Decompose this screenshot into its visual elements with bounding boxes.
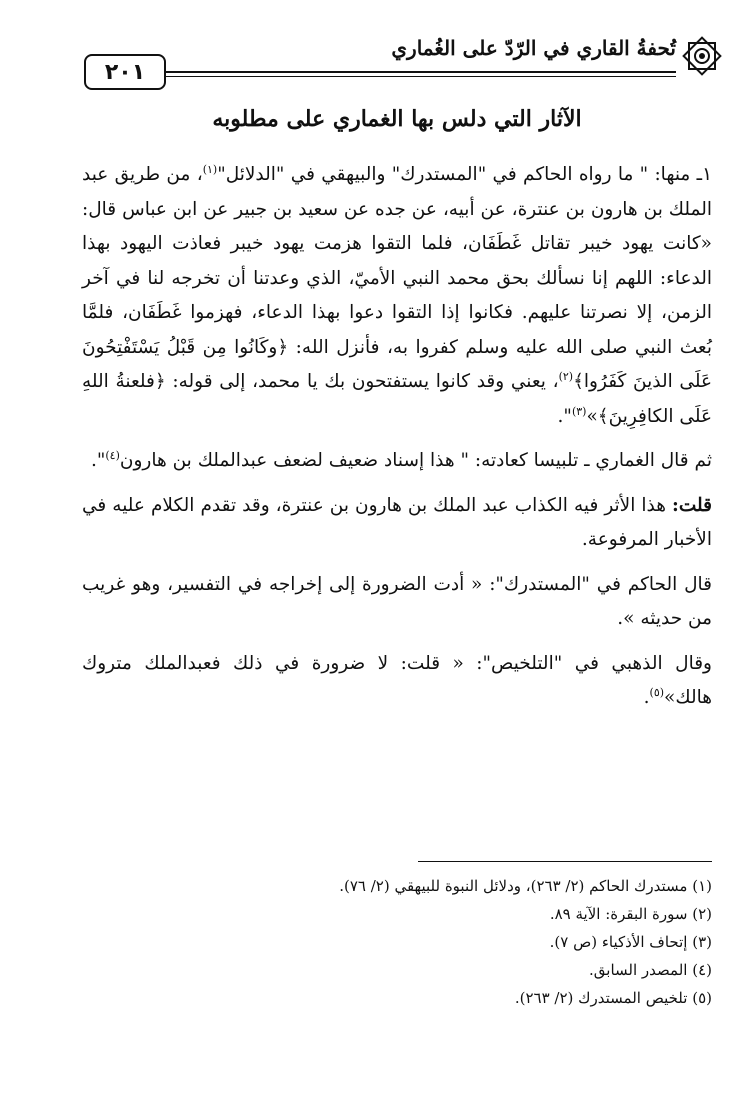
footnote-ref-2: (٢) [558, 369, 574, 383]
paragraph-5-end: . [643, 687, 650, 708]
paragraph-4: قال الحاكم في "المستدرك": « أدت الضرورة إلى إخراجه في التفسير، وهو غريب من حديثه ». [82, 573, 712, 629]
ornament-icon [680, 34, 724, 78]
footnote-1: (١) مستدرك الحاكم (٢/ ٢٦٣)، ودلائل النبوة للبيهقي (٢/ ٧٦). [339, 877, 712, 895]
footnote-ref-1: (١) [202, 162, 218, 176]
section-title: الآثار التي دلس بها الغماري على مطلوبه [212, 106, 582, 132]
footnote-ref-5: (٥) [649, 685, 665, 699]
footnote-5: (٥) تلخيص المستدرك (٢/ ٢٦٣). [514, 989, 712, 1007]
page-header [90, 30, 716, 85]
footnote-ref-3: (٣) [571, 404, 587, 418]
footnote-ref-4: (٤) [105, 448, 120, 462]
header-rule [160, 71, 676, 73]
paragraph-1-text-a: ١ـ منها: " ما رواه الحاكم في "المستدرك" والبيهقي في "الدلائل" [217, 164, 712, 185]
running-title: تُحفةُ القاري في الرّدّ على الغُماري [391, 36, 676, 60]
header-rule-thin [160, 76, 676, 77]
paragraph-1-end: ". [557, 405, 572, 427]
page-number: ٢٠١ [84, 54, 166, 90]
paragraph-2-end: ". [90, 450, 106, 471]
footnote-2: (٢) سورة البقرة: الآية ٨٩. [549, 905, 712, 923]
paragraph-5-text: وقال الذهبي في "التلخيص": « قلت: لا ضرورة في ذلك فعبدالملك متروك هالك» [82, 652, 712, 708]
footnote-4: (٤) المصدر السابق. [589, 961, 712, 979]
paragraph-1-text-c: ، يعني وقد كانوا يستفتحون بك يا محمد، إلى قوله: ﴿فلعنةُ اللهِ عَلَى الكافِرِينَ﴾» [82, 371, 712, 427]
paragraph-5 [82, 647, 712, 716]
paragraph-1 [82, 158, 712, 434]
paragraph-2-text: ثم قال الغماري ـ تلبيسا كعادته: " هذا إسناد ضعيف لضعف عبدالملك بن هارون [119, 450, 712, 471]
footnote-separator [418, 861, 712, 862]
footnote-3: (٣) إتحاف الأذكياء (ص ٧). [549, 933, 712, 951]
page-content [82, 106, 712, 716]
footnotes [82, 872, 712, 1012]
paragraph-2 [82, 444, 712, 479]
paragraph-3-lead: قلت: [672, 494, 712, 516]
paragraph-3 [82, 489, 712, 558]
paragraph-3-text: هذا الأثر فيه الكذاب عبد الملك بن هارون بن عنترة، وقد تقدم الكلام عليه في الأخبار المرفوعة. [82, 494, 712, 550]
paragraph-1-text-b: ، من طريق عبد الملك بن هارون بن عنترة، عن أبيه، عن جده عن سعيد بن جبير عن ابن عباس قال: «كانت يهود خيبر تقاتل غَطَفَان، فلما التقوا هزمت يهود خيبر فعاذت اليهود بهذا الدعاء: اللهم إنا نسألك بحق محمد النبي الأميّ، الذي وعدتنا أن تخرجه لنا في آخر الزمن، إلا نصرتنا عليهم. فكانوا إذا التقوا دعوا بهذا الدعاء، فهزموا غَطَفَان، فلمَّا بُعث النبي صلى الله عليه وسلم كفروا به، فأنزل الله: ﴿وكَانُوا مِن قَبْلُ يَسْتَفْتِحُونَ عَلَى الذينَ كَفَرُوا﴾ [82, 164, 712, 392]
